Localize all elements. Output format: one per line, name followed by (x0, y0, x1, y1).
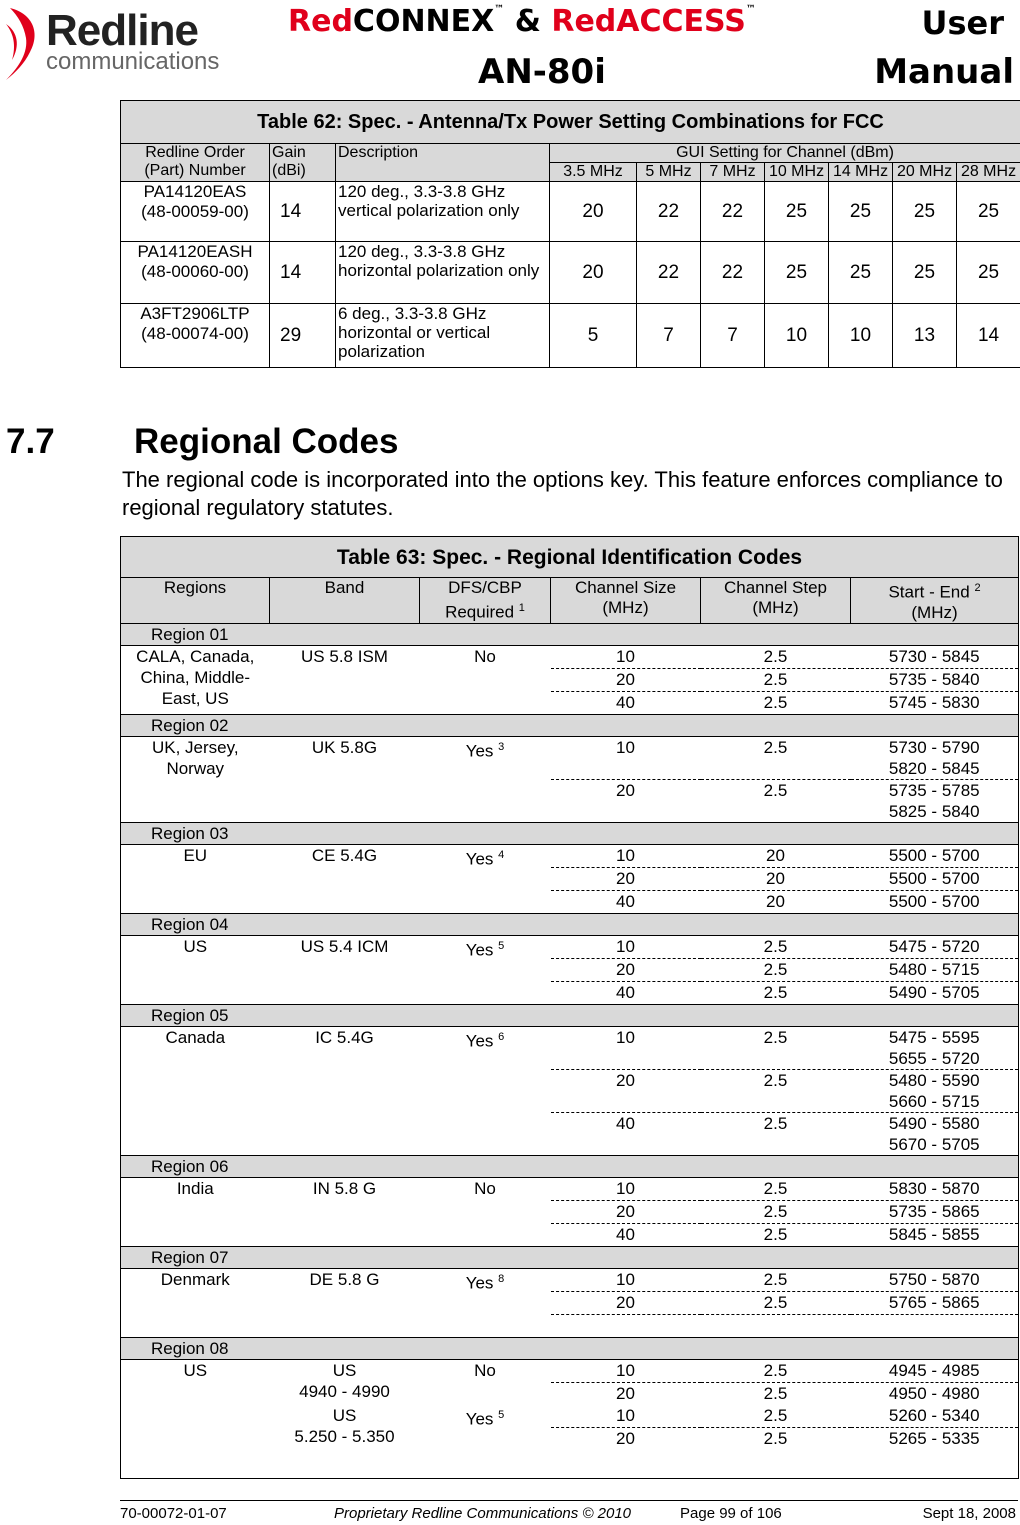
freq-range-a: 5480 - 5590 (853, 1070, 1017, 1091)
table-row (121, 1359, 1019, 1382)
channel-header: 10 MHz (765, 163, 829, 182)
region-dfs: No (420, 645, 551, 714)
channel-size: 20 (551, 1382, 701, 1405)
freq-range: 5765 - 5865 (851, 1291, 1019, 1314)
footer-copyright: Proprietary Redline Communications © 2010 (334, 1505, 631, 1522)
channel-step: 2.5 (701, 1223, 851, 1246)
freq-range: 5845 - 5855 (851, 1223, 1019, 1246)
power-value: 22 (701, 242, 765, 304)
col-header-size: Channel Size (MHz) (551, 578, 701, 624)
region-countries: CALA, Canada, China, Middle-East, US (121, 645, 270, 714)
band-line-2: 5.250 - 5.350 (272, 1426, 418, 1447)
channel-size: 20 (551, 867, 701, 890)
freq-range: 5500 - 5700 (851, 844, 1019, 867)
freq-range-b: 5660 - 5715 (853, 1091, 1017, 1112)
region-dfs (420, 935, 551, 1004)
channel-size: 20 (551, 1427, 701, 1450)
region-row (121, 1155, 1019, 1177)
freq-range: 5490 - 5705 (851, 981, 1019, 1004)
model-name: AN-80i (478, 52, 606, 92)
redline-logo (4, 4, 204, 84)
region-label: Region 02 (121, 714, 270, 736)
redline-swoosh-icon (4, 4, 46, 84)
channel-size: 20 (551, 958, 701, 981)
channel-header: 14 MHz (829, 163, 893, 182)
product1-name: CONNEX (353, 4, 494, 39)
freq-range: 5260 - 5340 (851, 1405, 1019, 1428)
part-number: PA14120EASH (123, 242, 267, 262)
ampersand: & (515, 4, 541, 39)
region-band: DE 5.8 G (270, 1268, 420, 1337)
power-value: 10 (765, 304, 829, 368)
freq-range: 5745 - 5830 (851, 691, 1019, 714)
freq-range: 5735 - 5840 (851, 668, 1019, 691)
channel-size: 10 (551, 1177, 701, 1200)
table-row (121, 182, 1020, 242)
description: 120 deg., 3.3-3.8 GHz vertical polarization only (336, 182, 550, 242)
region-label: Region 06 (121, 1155, 270, 1177)
power-value: 7 (637, 304, 701, 368)
footnote-ref: 3 (498, 741, 504, 753)
region-dfs (420, 844, 551, 913)
channel-step: 2.5 (701, 779, 851, 822)
freq-range (851, 736, 1019, 779)
freq-range: 5750 - 5870 (851, 1268, 1019, 1291)
region-countries: EU (121, 844, 270, 913)
freq-range (851, 779, 1019, 822)
table-end-row (121, 1450, 1019, 1479)
logo-sub-text: communications (46, 48, 219, 76)
dfs-label: DFS/CBP Required (445, 578, 522, 622)
channel-size: 20 (551, 1069, 701, 1112)
channel-step: 2.5 (701, 1427, 851, 1450)
region-row (121, 1337, 1019, 1359)
channel-header: 7 MHz (701, 163, 765, 182)
section-heading (6, 422, 398, 462)
channel-step: 2.5 (701, 691, 851, 714)
gain-value: 29 (270, 304, 336, 368)
region-label: Region 01 (121, 623, 270, 645)
channel-step: 2.5 (701, 1112, 851, 1155)
channel-size: 20 (551, 1291, 701, 1314)
channel-step: 2.5 (701, 1405, 851, 1428)
channel-step: 2.5 (701, 668, 851, 691)
col-header-gui: GUI Setting for Channel (dBm) (550, 144, 1020, 163)
freq-range (851, 1112, 1019, 1155)
power-value: 20 (550, 182, 637, 242)
freq-range: 5500 - 5700 (851, 890, 1019, 913)
region-countries: India (121, 1177, 270, 1246)
freq-range: 5730 - 5845 (851, 645, 1019, 668)
freq-range: 4945 - 4985 (851, 1359, 1019, 1382)
freq-range: 5265 - 5335 (851, 1427, 1019, 1450)
power-value: 20 (550, 242, 637, 304)
col-header-description: Description (336, 144, 550, 182)
channel-size: 40 (551, 1112, 701, 1155)
region-label: Region 08 (121, 1337, 270, 1359)
channel-size: 10 (551, 1405, 701, 1428)
table-row (121, 935, 1019, 958)
power-value: 25 (765, 182, 829, 242)
power-value: 10 (829, 304, 893, 368)
freq-range: 5735 - 5865 (851, 1200, 1019, 1223)
region-row (121, 1004, 1019, 1026)
channel-size: 40 (551, 890, 701, 913)
footer-date: Sept 18, 2008 (923, 1505, 1016, 1522)
footer-page: Page 99 of 106 (680, 1505, 782, 1522)
footnote-ref: 2 (974, 582, 980, 594)
freq-range: 5500 - 5700 (851, 867, 1019, 890)
region-countries: US (121, 935, 270, 1004)
freq-range: 4950 - 4980 (851, 1382, 1019, 1405)
region-label: Region 05 (121, 1004, 270, 1026)
product-names (288, 4, 756, 39)
region-row (121, 714, 1019, 736)
power-value: 25 (765, 242, 829, 304)
power-value: 25 (957, 182, 1020, 242)
footnote-ref: 5 (498, 940, 504, 952)
part-number: A3FT2906LTP (123, 304, 267, 324)
channel-step: 2.5 (701, 1177, 851, 1200)
region-band: IC 5.4G (270, 1026, 420, 1155)
freq-range-b: 5820 - 5845 (853, 758, 1017, 779)
footnote-ref: 8 (498, 1273, 504, 1285)
part-code: (48-00074-00) (123, 324, 267, 344)
region-countries: Canada (121, 1026, 270, 1155)
region-row (121, 1246, 1019, 1268)
region-dfs (420, 1026, 551, 1155)
dfs-value: Yes (466, 1273, 494, 1292)
channel-step: 2.5 (701, 645, 851, 668)
band-line-1: US (272, 1405, 418, 1426)
section-paragraph: The regional code is incorporated into the options key. This feature enforces compliance to regional regulatory statutes. (122, 466, 1018, 522)
col-header-order: Redline Order (Part) Number (121, 144, 270, 182)
range-unit: (MHz) (911, 603, 957, 622)
power-value: 14 (957, 304, 1020, 368)
table-row (121, 304, 1020, 368)
empty-cell (851, 1314, 1019, 1337)
channel-step: 20 (701, 844, 851, 867)
col-header-band: Band (270, 578, 420, 624)
description: 120 deg., 3.3-3.8 GHz horizontal polarization only (336, 242, 550, 304)
region-band: CE 5.4G (270, 844, 420, 913)
power-value: 22 (637, 182, 701, 242)
description: 6 deg., 3.3-3.8 GHz horizontal or vertical polarization (336, 304, 550, 368)
channel-step: 2.5 (701, 1069, 851, 1112)
product1-red: Red (288, 4, 353, 39)
region-countries: UK, Jersey, Norway (121, 736, 270, 822)
product2-name: ACCESS (616, 4, 746, 39)
empty-cell (701, 1314, 851, 1337)
freq-range-a: 5475 - 5595 (853, 1027, 1017, 1048)
freq-range: 5475 - 5720 (851, 935, 1019, 958)
region-band: IN 5.8 G (270, 1177, 420, 1246)
freq-range-b: 5655 - 5720 (853, 1048, 1017, 1069)
channel-step: 20 (701, 867, 851, 890)
power-value: 25 (957, 242, 1020, 304)
channel-size: 20 (551, 668, 701, 691)
channel-size: 10 (551, 1359, 701, 1382)
region-label: Region 03 (121, 822, 270, 844)
channel-step: 2.5 (701, 1026, 851, 1069)
channel-size: 10 (551, 844, 701, 867)
col-header-range (851, 578, 1019, 624)
col-header-step: Channel Step (MHz) (701, 578, 851, 624)
product2-red: Red (551, 4, 616, 39)
channel-size: 20 (551, 1200, 701, 1223)
channel-step: 2.5 (701, 958, 851, 981)
table-caption: Table 62: Spec. - Antenna/Tx Power Setting Combinations for FCC (121, 101, 1020, 144)
channel-step: 2.5 (701, 1359, 851, 1382)
page-footer (120, 1500, 1018, 1525)
band-line-2: 4940 - 4990 (272, 1381, 418, 1402)
freq-range (851, 1069, 1019, 1112)
power-value: 22 (701, 182, 765, 242)
region-band: US 5.8 ISM (270, 645, 420, 714)
gain-value: 14 (270, 182, 336, 242)
power-value: 13 (893, 304, 957, 368)
power-value: 25 (893, 242, 957, 304)
region-band: UK 5.8G (270, 736, 420, 822)
region-dfs (420, 736, 551, 822)
power-value: 7 (701, 304, 765, 368)
dfs-value: Yes (466, 849, 494, 868)
power-value: 22 (637, 242, 701, 304)
table-row (121, 1405, 1019, 1428)
region-band: US 5.4 ICM (270, 935, 420, 1004)
region-label: Region 04 (121, 913, 270, 935)
power-value: 25 (829, 182, 893, 242)
table-row (121, 1177, 1019, 1200)
freq-range-b: 5825 - 5840 (853, 801, 1017, 822)
channel-header: 5 MHz (637, 163, 701, 182)
region-dfs: No (420, 1177, 551, 1246)
dfs-value: Yes (466, 741, 494, 760)
region-row (121, 822, 1019, 844)
region-countries: Denmark (121, 1268, 270, 1337)
power-value: 25 (893, 182, 957, 242)
logo-brand-text: Redline (46, 6, 198, 56)
channel-header: 20 MHz (893, 163, 957, 182)
table-row (121, 645, 1019, 668)
antenna-power-table (120, 100, 1020, 368)
dfs-value: Yes (466, 1409, 494, 1428)
table-row (121, 242, 1020, 304)
section-number: 7.7 (6, 422, 134, 462)
regional-codes-table (120, 536, 1019, 1479)
channel-step: 2.5 (701, 1268, 851, 1291)
page-header (0, 0, 1020, 100)
col-header-gain: Gain (dBi) (270, 144, 336, 182)
region-band (270, 1405, 420, 1450)
power-value: 25 (829, 242, 893, 304)
region-countries: US (121, 1359, 270, 1405)
empty-cell (551, 1314, 701, 1337)
footnote-ref: 6 (498, 1031, 504, 1043)
channel-size: 10 (551, 935, 701, 958)
footnote-ref: 4 (498, 849, 504, 861)
channel-size: 10 (551, 1268, 701, 1291)
freq-range: 5830 - 5870 (851, 1177, 1019, 1200)
region-dfs: No (420, 1359, 551, 1405)
gain-value: 14 (270, 242, 336, 304)
channel-step: 2.5 (701, 1200, 851, 1223)
channel-size: 40 (551, 691, 701, 714)
footnote-ref: 1 (519, 602, 525, 614)
channel-step: 2.5 (701, 1291, 851, 1314)
dfs-value: Yes (466, 940, 494, 959)
region-band (270, 1359, 420, 1405)
channel-size: 10 (551, 645, 701, 668)
doc-title-user: User (921, 4, 1004, 42)
channel-header: 3.5 MHz (550, 163, 637, 182)
part-code: (48-00060-00) (123, 262, 267, 282)
region-dfs (420, 1405, 551, 1450)
band-line-1: US (272, 1360, 418, 1381)
channel-size: 20 (551, 779, 701, 822)
table-row (121, 1026, 1019, 1069)
region-row (121, 623, 1019, 645)
freq-range-a: 5735 - 5785 (853, 780, 1017, 801)
part-number: PA14120EAS (123, 182, 267, 202)
channel-step: 2.5 (701, 1382, 851, 1405)
freq-range (851, 1026, 1019, 1069)
doc-title-manual: Manual (874, 52, 1014, 92)
freq-range-b: 5670 - 5705 (853, 1134, 1017, 1155)
region-dfs (420, 1268, 551, 1337)
footer-doc-number: 70-00072-01-07 (120, 1505, 227, 1522)
channel-size: 40 (551, 981, 701, 1004)
table-row (121, 1268, 1019, 1291)
range-label: Start - End (888, 583, 969, 602)
section-title: Regional Codes (134, 422, 398, 461)
channel-size: 10 (551, 1026, 701, 1069)
region-row (121, 913, 1019, 935)
table-row (121, 844, 1019, 867)
table-row (121, 736, 1019, 779)
freq-range-a: 5490 - 5580 (853, 1113, 1017, 1134)
channel-step: 20 (701, 890, 851, 913)
tm-mark: ™ (494, 4, 504, 15)
channel-step: 2.5 (701, 935, 851, 958)
region-label: Region 07 (121, 1246, 270, 1268)
empty-cell (121, 1405, 270, 1450)
dfs-value: Yes (466, 1031, 494, 1050)
footnote-ref: 5 (498, 1409, 504, 1421)
part-code: (48-00059-00) (123, 202, 267, 222)
power-value: 5 (550, 304, 637, 368)
channel-step: 2.5 (701, 736, 851, 779)
col-header-dfs (420, 578, 551, 624)
channel-size: 40 (551, 1223, 701, 1246)
tm-mark: ™ (746, 4, 756, 15)
freq-range: 5480 - 5715 (851, 958, 1019, 981)
col-header-regions: Regions (121, 578, 270, 624)
freq-range-a: 5730 - 5790 (853, 737, 1017, 758)
table-caption: Table 63: Spec. - Regional Identification Codes (121, 537, 1019, 578)
channel-step: 2.5 (701, 981, 851, 1004)
channel-size: 10 (551, 736, 701, 779)
channel-header: 28 MHz (957, 163, 1020, 182)
